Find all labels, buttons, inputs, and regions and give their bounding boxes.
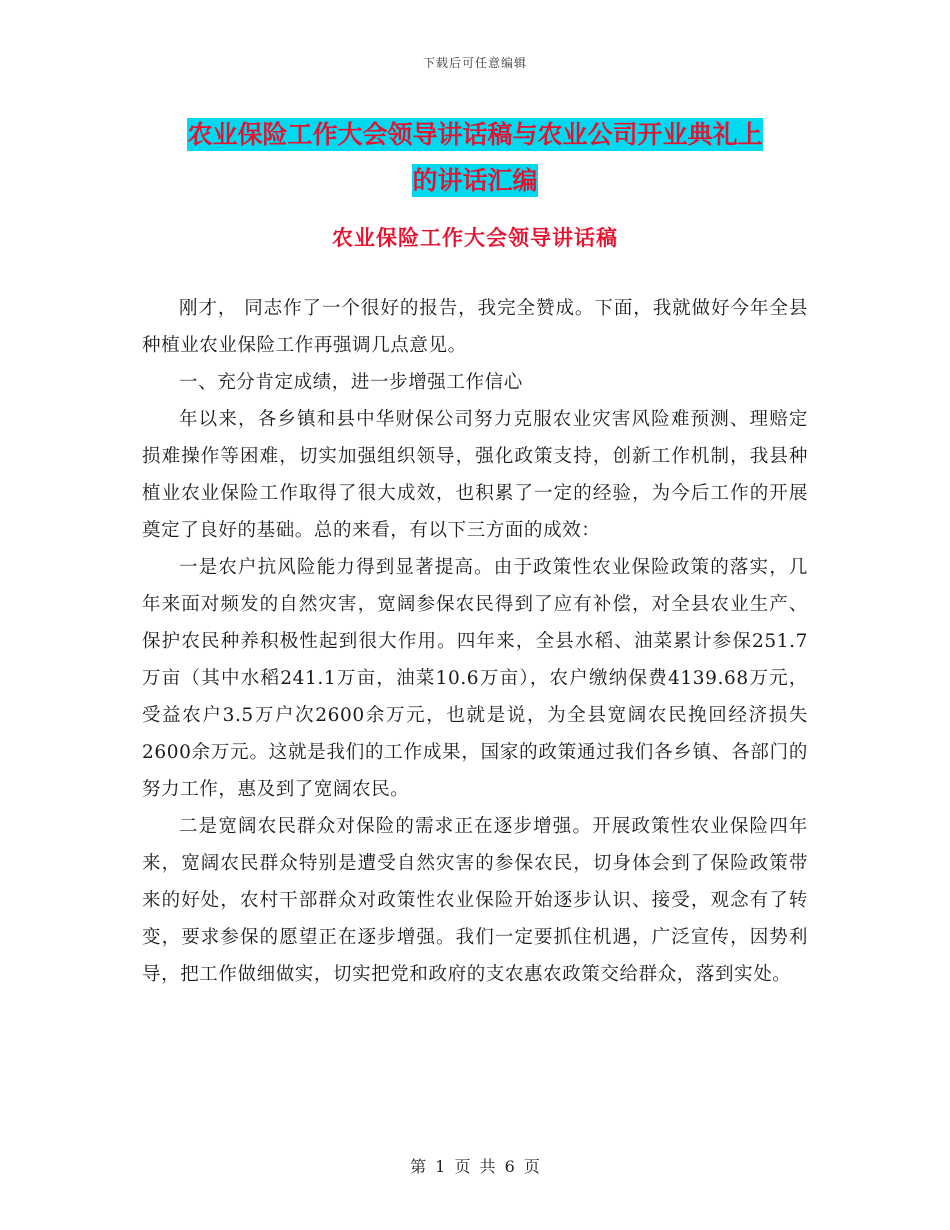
page-number-footer: 第 1 页 共 6 页 — [410, 1157, 540, 1176]
page-header-note: 下载后可任意编辑 — [422, 56, 527, 70]
paragraph-heading-1: 一、充分肯定成绩，进一步增强工作信心 — [179, 372, 523, 393]
document-title-line-1: 农业保险工作大会领导讲话稿与农业公司开业典礼上 — [187, 120, 763, 149]
paragraph-achievements: 年以来，各乡镇和县中华财保公司努力克服农业灾害风险难预测、理赔定损难操作等困难，切实加强组织领导，强化政策支持，创新工作机制，我县种植业农业保险工作取得了很大成效，也积累了一定的经验，为今后工作的开展奠定了良好的基础。总的来看，有以下三方面的成效： — [142, 409, 808, 541]
document-title-line-2: 的讲话汇编 — [412, 166, 538, 195]
document-body — [142, 290, 808, 993]
paragraph-intro: 刚才， 同志作了一个很好的报告，我完全赞成。下面，我就做好今年全县种植业农业保险工作再强调几点意见。 — [142, 298, 808, 356]
section-title: 农业保险工作大会领导讲话稿 — [332, 226, 618, 250]
paragraph-point-2: 二是宽阔农民群众对保险的需求正在逐步增强。开展政策性农业保险四年来，宽阔农民群众特别是遭受自然灾害的参保农民，切身体会到了保险政策带来的好处，农村干部群众对政策性农业保险开始逐步认识、接受，观念有了转变，要求参保的愿望正在逐步增强。我们一定要抓住机遇，广泛宣传，因势利导，把工作做细做实，切实把党和政府的支农惠农政策交给群众，落到实处。 — [142, 816, 808, 985]
document-title — [140, 112, 810, 204]
paragraph-point-1: 一是农户抗风险能力得到显著提高。由于政策性农业保险政策的落实，几年来面对频发的自然灾害，宽阔参保农民得到了应有补偿，对全县农业生产、保护农民种养积极性起到很大作用。四年来，全县水稻、油菜累计参保251.7万亩（其中水稻241.1万亩，油菜10.6万亩），农户缴纳保费4139.68万元，受益农户3.5万户次2600余万元，也就是说，为全县宽阔农民挽回经济损失2600余万元。这就是我们的工作成果，国家的政策通过我们各乡镇、各部门的努力工作，惠及到了宽阔农民。 — [142, 557, 808, 800]
